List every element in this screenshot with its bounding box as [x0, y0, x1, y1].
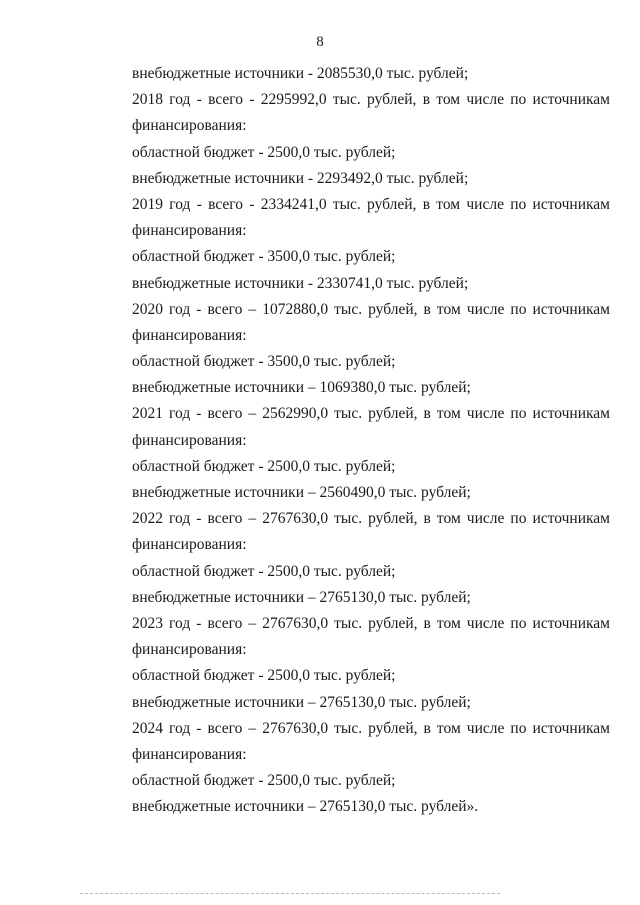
line-financing-label: финансирования: [132, 431, 247, 449]
line-total-2018: 2018 год - всего - 2295992,0 тыс. рублей, в том числе по источникам [132, 91, 610, 109]
line-nonbudget-2017: внебюджетные источники - 2085530,0 тыс. рублей; [132, 65, 469, 82]
line-financing-label: финансирования: [132, 222, 247, 240]
line-total-2022: 2022 год - всего – 2767630,0 тыс. рублей, в том числе по источникам [132, 510, 610, 528]
line-total-2020: 2020 год - всего – 1072880,0 тыс. рублей, в том числе по источникам [132, 300, 610, 318]
line-financing-label: финансирования: [132, 641, 247, 659]
line-regional-budget-2020: областной бюджет - 3500,0 тыс. рублей; [132, 353, 396, 371]
line-regional-budget-2024: областной бюджет - 2500,0 тыс. рублей; [132, 772, 396, 790]
line-total-2021: 2021 год - всего – 2562990,0 тыс. рублей, в том числе по источникам [132, 405, 610, 423]
line-nonbudget-2018: внебюджетные источники - 2293492,0 тыс. рублей; [132, 169, 469, 187]
line-total-2024: 2024 год - всего – 2767630,0 тыс. рублей, в том числе по источникам [132, 719, 610, 737]
line-nonbudget-2024: внебюджетные источники – 2765130,0 тыс. рублей». [132, 798, 479, 816]
line-financing-label: финансирования: [132, 745, 247, 763]
line-regional-budget-2018: областной бюджет - 2500,0 тыс. рублей; [132, 143, 396, 161]
line-regional-budget-2021: областной бюджет - 2500,0 тыс. рублей; [132, 457, 396, 475]
document-body [132, 64, 610, 823]
line-regional-budget-2022: областной бюджет - 2500,0 тыс. рублей; [132, 562, 396, 580]
line-nonbudget-2020: внебюджетные источники – 1069380,0 тыс. рублей; [132, 379, 471, 397]
line-financing-label: финансирования: [132, 117, 247, 135]
line-total-2019: 2019 год - всего - 2334241,0 тыс. рублей, в том числе по источникам [132, 195, 610, 213]
line-nonbudget-2022: внебюджетные источники – 2765130,0 тыс. рублей; [132, 588, 471, 606]
line-financing-label: финансирования: [132, 326, 247, 344]
line-nonbudget-2021: внебюджетные источники – 2560490,0 тыс. рублей; [132, 484, 471, 501]
line-nonbudget-2019: внебюджетные источники - 2330741,0 тыс. рублей; [132, 274, 469, 292]
line-regional-budget-2019: областной бюджет - 3500,0 тыс. рублей; [132, 248, 396, 266]
line-regional-budget-2023: областной бюджет - 2500,0 тыс. рублей; [132, 667, 396, 685]
line-financing-label: финансирования: [132, 536, 247, 554]
line-total-2023: 2023 год - всего – 2767630,0 тыс. рублей, в том числе по источникам [132, 614, 610, 632]
line-nonbudget-2023: внебюджетные источники – 2765130,0 тыс. рублей; [132, 693, 471, 711]
scan-bottom-rule [80, 893, 500, 894]
page-number: 8 [316, 34, 324, 50]
